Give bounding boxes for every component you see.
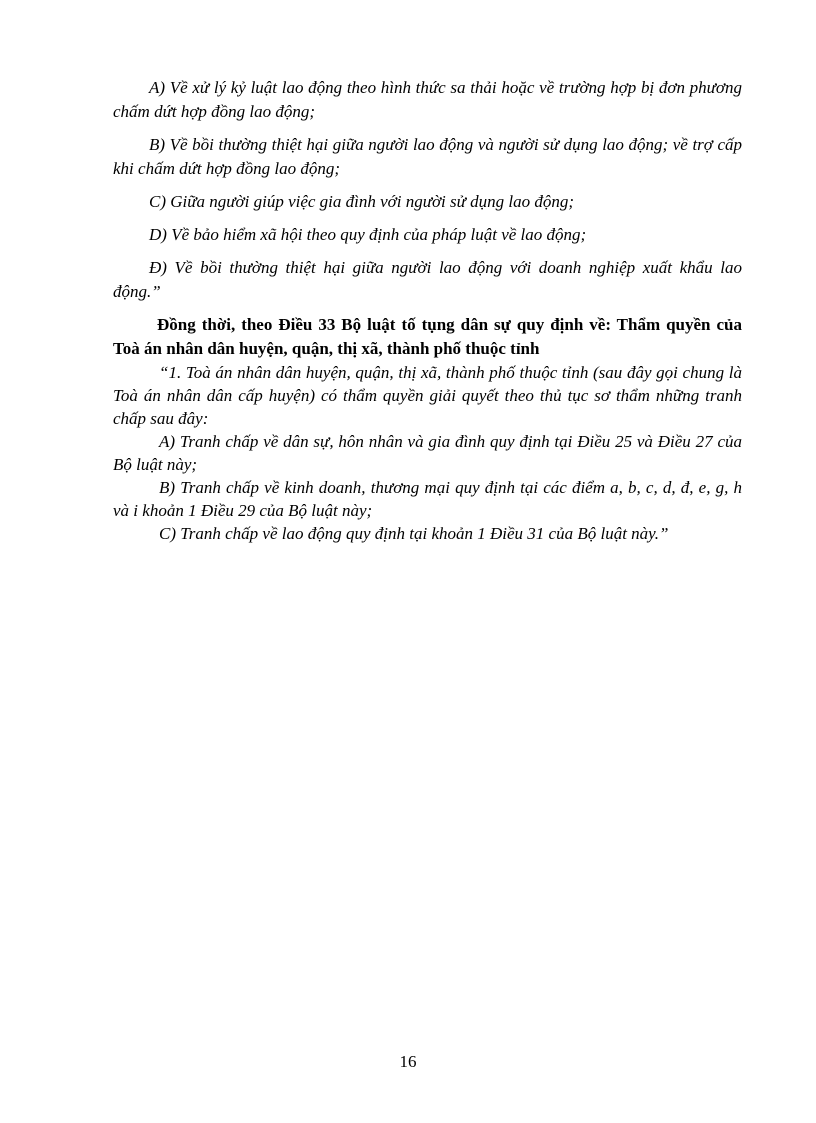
- court-item-c: C) Tranh chấp về lao động quy định tại khoản 1 Điều 31 của Bộ luật này.”: [159, 524, 669, 543]
- labor-item-d: D) Về bảo hiểm xã hội theo quy định của pháp luật về lao động;: [149, 225, 587, 244]
- document-body: [113, 76, 742, 545]
- labor-item-b: B) Về bồi thường thiệt hại giữa người lao động và người sử dụng lao động; về trợ cấp khi chấm dứt hợp đồng lao động;: [113, 135, 742, 178]
- labor-item-a: A) Về xử lý kỷ luật lao động theo hình thức sa thải hoặc về trường hợp bị đơn phương chấm dứt hợp đồng lao động;: [113, 78, 742, 121]
- labor-item-dd: Đ) Về bồi thường thiệt hại giữa người lao động với doanh nghiệp xuất khẩu lao động.”: [113, 258, 742, 301]
- court-item-b: B) Tranh chấp về kinh doanh, thương mại quy định tại các điểm a, b, c, d, đ, e, g, h và i khoản 1 Điều 29 của Bộ luật này;: [113, 478, 742, 520]
- intro-paragraph: Đồng thời, theo Điều 33 Bộ luật tố tụng dân sự quy định về: Thẩm quyền của Toà án nhân dân huyện, quận, thị xã, thành phố thuộc tỉnh: [113, 315, 742, 358]
- court-item-1: “1. Toà án nhân dân huyện, quận, thị xã, thành phố thuộc tỉnh (sau đây gọi chung là Toà án nhân dân cấp huyện) có thẩm quyền giải quyết theo thủ tục sơ thẩm những tranh chấp sau đây:: [113, 363, 742, 428]
- labor-item-c: C) Giữa người giúp việc gia đình với người sử dụng lao động;: [149, 192, 575, 211]
- court-item-a: A) Tranh chấp về dân sự, hôn nhân và gia đình quy định tại Điều 25 và Điều 27 của Bộ luật này;: [113, 432, 742, 474]
- page-number: 16: [399, 1052, 417, 1071]
